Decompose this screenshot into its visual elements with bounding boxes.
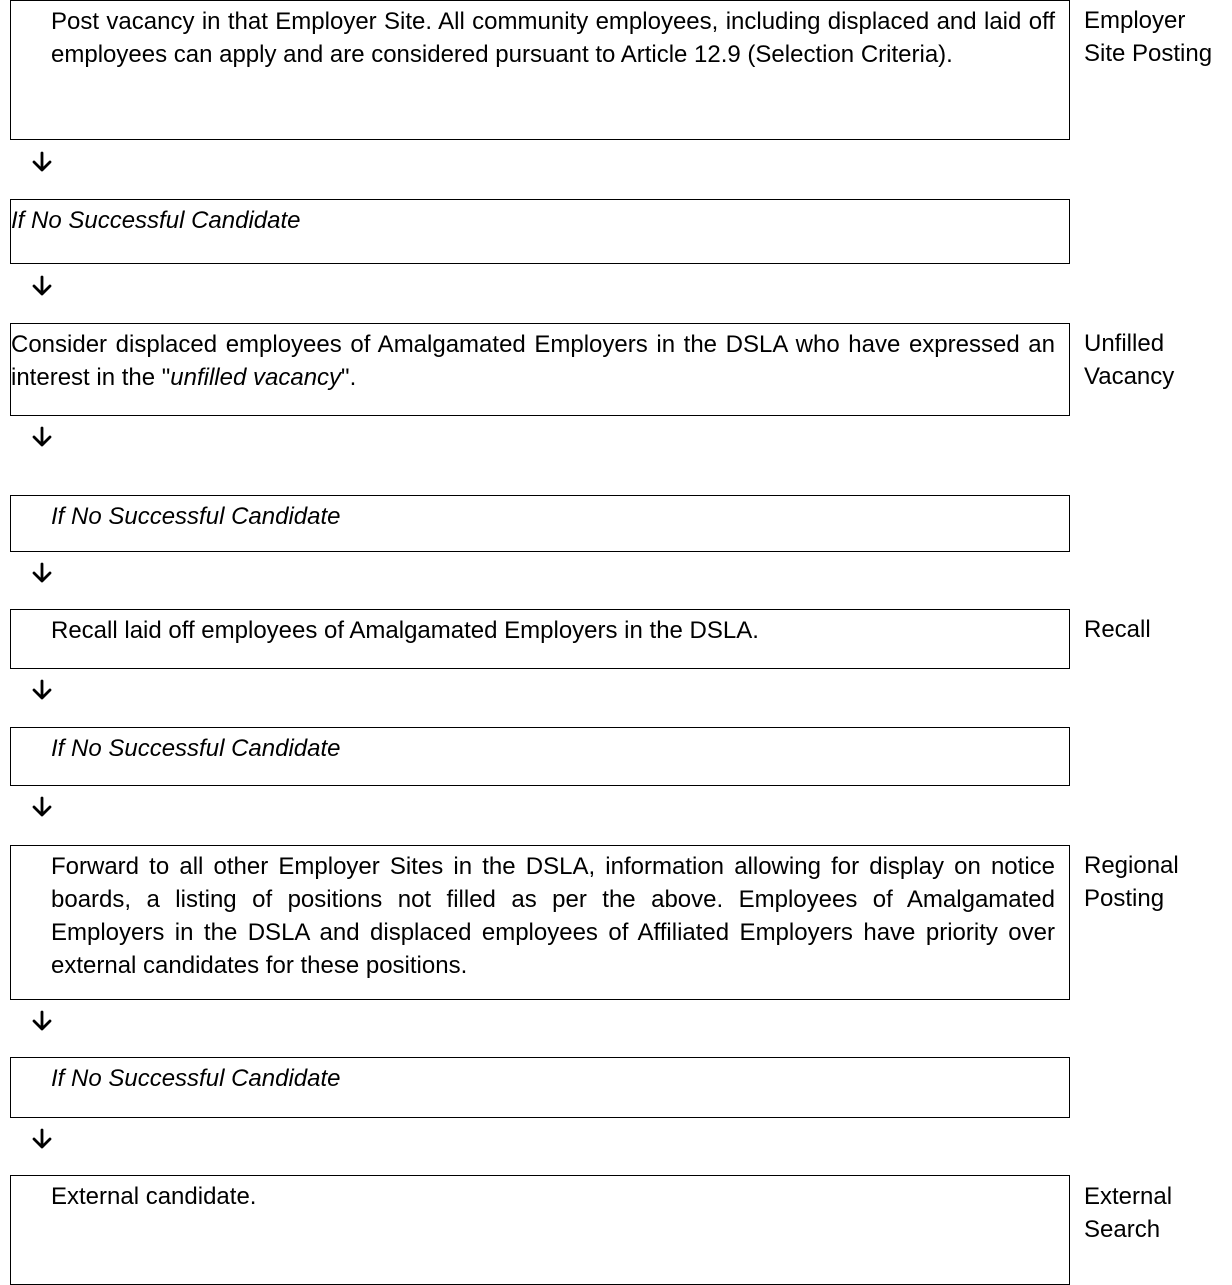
down-arrow-icon	[30, 425, 54, 449]
side-label-unfilled-vacancy	[1084, 327, 1232, 393]
side-label-line: Regional	[1084, 852, 1179, 879]
condition-box	[10, 495, 1070, 552]
step-box-employer-site-posting	[10, 0, 1070, 140]
down-arrow-icon	[30, 561, 54, 585]
down-arrow-icon	[30, 795, 54, 819]
step-text: Recall laid off employees of Amalgamated Employers in the DSLA.	[51, 617, 759, 644]
side-label-line: Vacancy	[1084, 363, 1175, 390]
step-text: Forward to all other Employer Sites in the DSLA, information allowing for display on notice boards, a listing of positions not filled as per the above. Employees of Amalgamated Employers in the DSLA and displaced employees of Affiliated Employers have priority over external candidates for these positions.	[51, 853, 1055, 979]
condition-box	[10, 199, 1070, 264]
side-label-line: Search	[1084, 1216, 1161, 1243]
step-text-part: ".	[341, 364, 357, 391]
condition-text: If No Successful Candidate	[51, 735, 341, 762]
step-box-recall	[10, 609, 1070, 669]
side-label-employer-site-posting	[1084, 4, 1232, 70]
step-text	[11, 328, 1055, 394]
step-text: External candidate.	[51, 1183, 257, 1210]
side-label-line: Posting	[1084, 885, 1165, 912]
down-arrow-icon	[30, 1009, 54, 1033]
down-arrow-icon	[30, 150, 54, 174]
side-label-line: Employer	[1084, 7, 1186, 34]
step-text-part: Consider displaced employees of Amalgamated Employers in the DSLA who have expressed an interest in the "	[11, 331, 1055, 391]
condition-box	[10, 727, 1070, 786]
side-label-external-search	[1084, 1180, 1232, 1246]
down-arrow-icon	[30, 274, 54, 298]
side-label-line: Recall	[1084, 616, 1151, 643]
step-box-regional-posting	[10, 845, 1070, 1000]
down-arrow-icon	[30, 678, 54, 702]
step-text: Post vacancy in that Employer Site. All community employees, including displaced and laid off employees can apply and are considered pursuant to Article 12.9 (Selection Criteria).	[51, 8, 1055, 68]
side-label-regional-posting	[1084, 849, 1232, 915]
side-label-line: Site Posting	[1084, 40, 1213, 67]
condition-box	[10, 1057, 1070, 1118]
step-box-unfilled-vacancy	[10, 323, 1070, 416]
side-label-recall	[1084, 613, 1232, 646]
down-arrow-icon	[30, 1127, 54, 1151]
condition-text: If No Successful Candidate	[51, 1065, 341, 1092]
step-box-external-search	[10, 1175, 1070, 1285]
step-text-emphasis: unfilled vacancy	[170, 364, 342, 391]
condition-text: If No Successful Candidate	[11, 207, 301, 234]
side-label-line: External	[1084, 1183, 1173, 1210]
side-label-line: Unfilled	[1084, 330, 1165, 357]
condition-text: If No Successful Candidate	[51, 503, 341, 530]
